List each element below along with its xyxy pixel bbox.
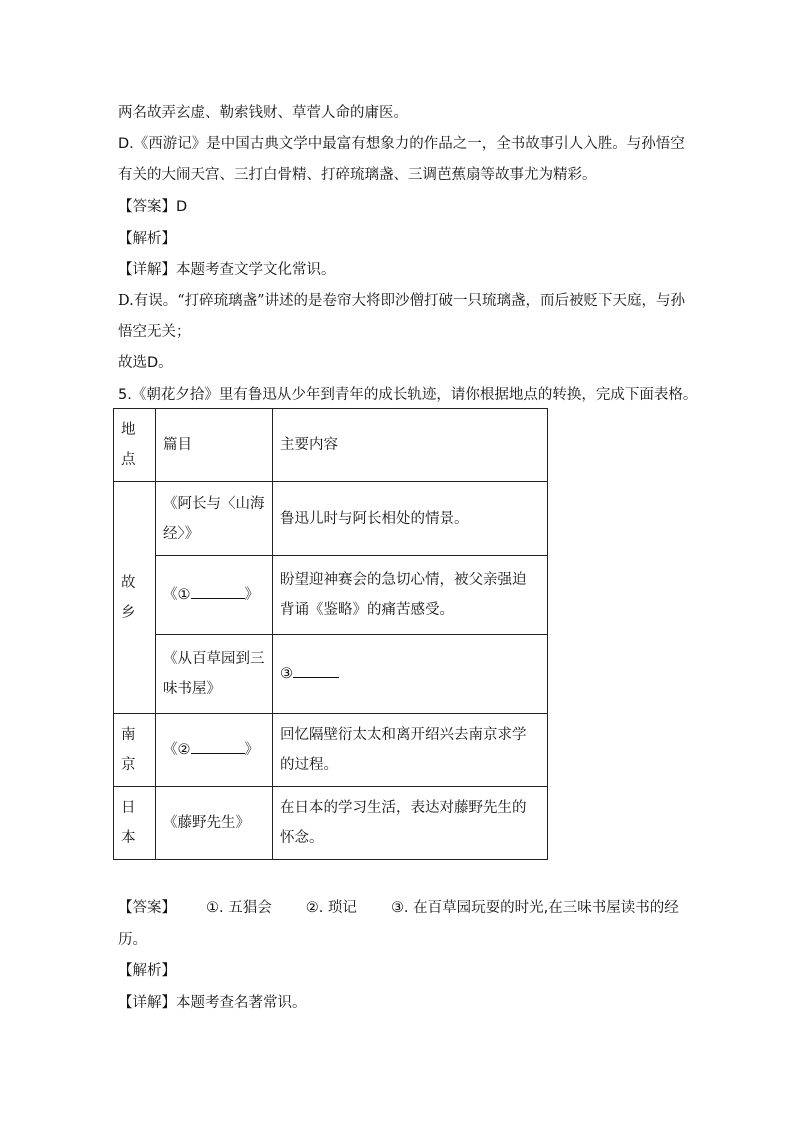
work-title: 《从百草园到三味书屋》 <box>156 635 273 714</box>
content-prefix: ③ <box>280 666 293 682</box>
detail-line: 【详解】本题考查名著常识。 <box>118 995 307 1011</box>
table-row <box>114 787 548 860</box>
work-title: 《藤野先生》 <box>156 787 273 860</box>
analysis-label: 【解析】 <box>118 963 176 979</box>
answer-label: 【答案】 <box>118 900 176 916</box>
table-row <box>114 714 548 787</box>
place-japan: 日本 <box>114 787 156 860</box>
detail-line: 【详解】本题考查文学文化常识。 <box>118 262 336 278</box>
paragraph-text: D.《西游记》是中国古典文学中最富有想象力的作品之一，全书故事引人入胜。与孙悟空 <box>118 136 685 152</box>
table-row <box>114 482 548 556</box>
header-title: 篇目 <box>156 409 273 482</box>
table-header-row <box>114 409 548 482</box>
place-nanjing: 南京 <box>114 714 156 787</box>
title-prefix: 《① <box>163 587 191 603</box>
answer-2: ②. 琐记 <box>305 900 357 916</box>
paragraph-text: 故选D。 <box>118 355 173 371</box>
work-title <box>156 714 273 787</box>
answer-3: ③. 在百草园玩耍的时光,在三味书屋读书的经 <box>390 900 679 916</box>
work-content: 在日本的学习生活，表达对藤野先生的怀念。 <box>273 787 548 860</box>
works-table <box>113 408 548 860</box>
table-row <box>114 635 548 714</box>
blank-1 <box>191 584 245 599</box>
answer-continuation: 历。 <box>118 932 147 948</box>
table-row <box>114 556 548 635</box>
header-place: 地点 <box>114 409 156 482</box>
header-content: 主要内容 <box>273 409 548 482</box>
answer-line: 【答案】D <box>118 199 188 215</box>
answer-1: ①. 五猖会 <box>206 900 272 916</box>
title-suffix: 》 <box>244 742 259 758</box>
paragraph-text: 悟空无关； <box>118 324 191 340</box>
work-content <box>273 635 548 714</box>
analysis-label: 【解析】 <box>118 231 176 247</box>
place-hometown: 故乡 <box>114 482 156 714</box>
paragraph-text: 两名故弄玄虚、勒索钱财、草菅人命的庸医。 <box>118 105 408 121</box>
title-prefix: 《② <box>163 742 191 758</box>
work-content: 盼望迎神赛会的急切心情，被父亲强迫背诵《鉴略》的痛苦感受。 <box>273 556 548 635</box>
blank-3 <box>293 663 339 678</box>
blank-2 <box>191 739 245 754</box>
work-content: 鲁迅儿时与阿长相处的情景。 <box>273 482 548 556</box>
work-title: 《阿长与〈山海经〉》 <box>156 482 273 556</box>
question-5: 5.《朝花夕拾》里有鲁迅从少年到青年的成长轨迹，请你根据地点的转换，完成下面表格。 <box>118 387 698 403</box>
paragraph-text: 有关的大闹天宫、三打白骨精、打碎琉璃盏、三调芭蕉扇等故事尤为精彩。 <box>118 167 597 183</box>
work-title <box>156 556 273 635</box>
work-content: 回忆隔壁衍太太和离开绍兴去南京求学的过程。 <box>273 714 548 787</box>
title-suffix: 》 <box>244 587 259 603</box>
paragraph-text: D.有误。“打碎琉璃盏”讲述的是卷帘大将即沙僧打破一只琉璃盏，而后被贬下天庭，与孙 <box>118 293 686 309</box>
answer-row <box>118 898 679 918</box>
